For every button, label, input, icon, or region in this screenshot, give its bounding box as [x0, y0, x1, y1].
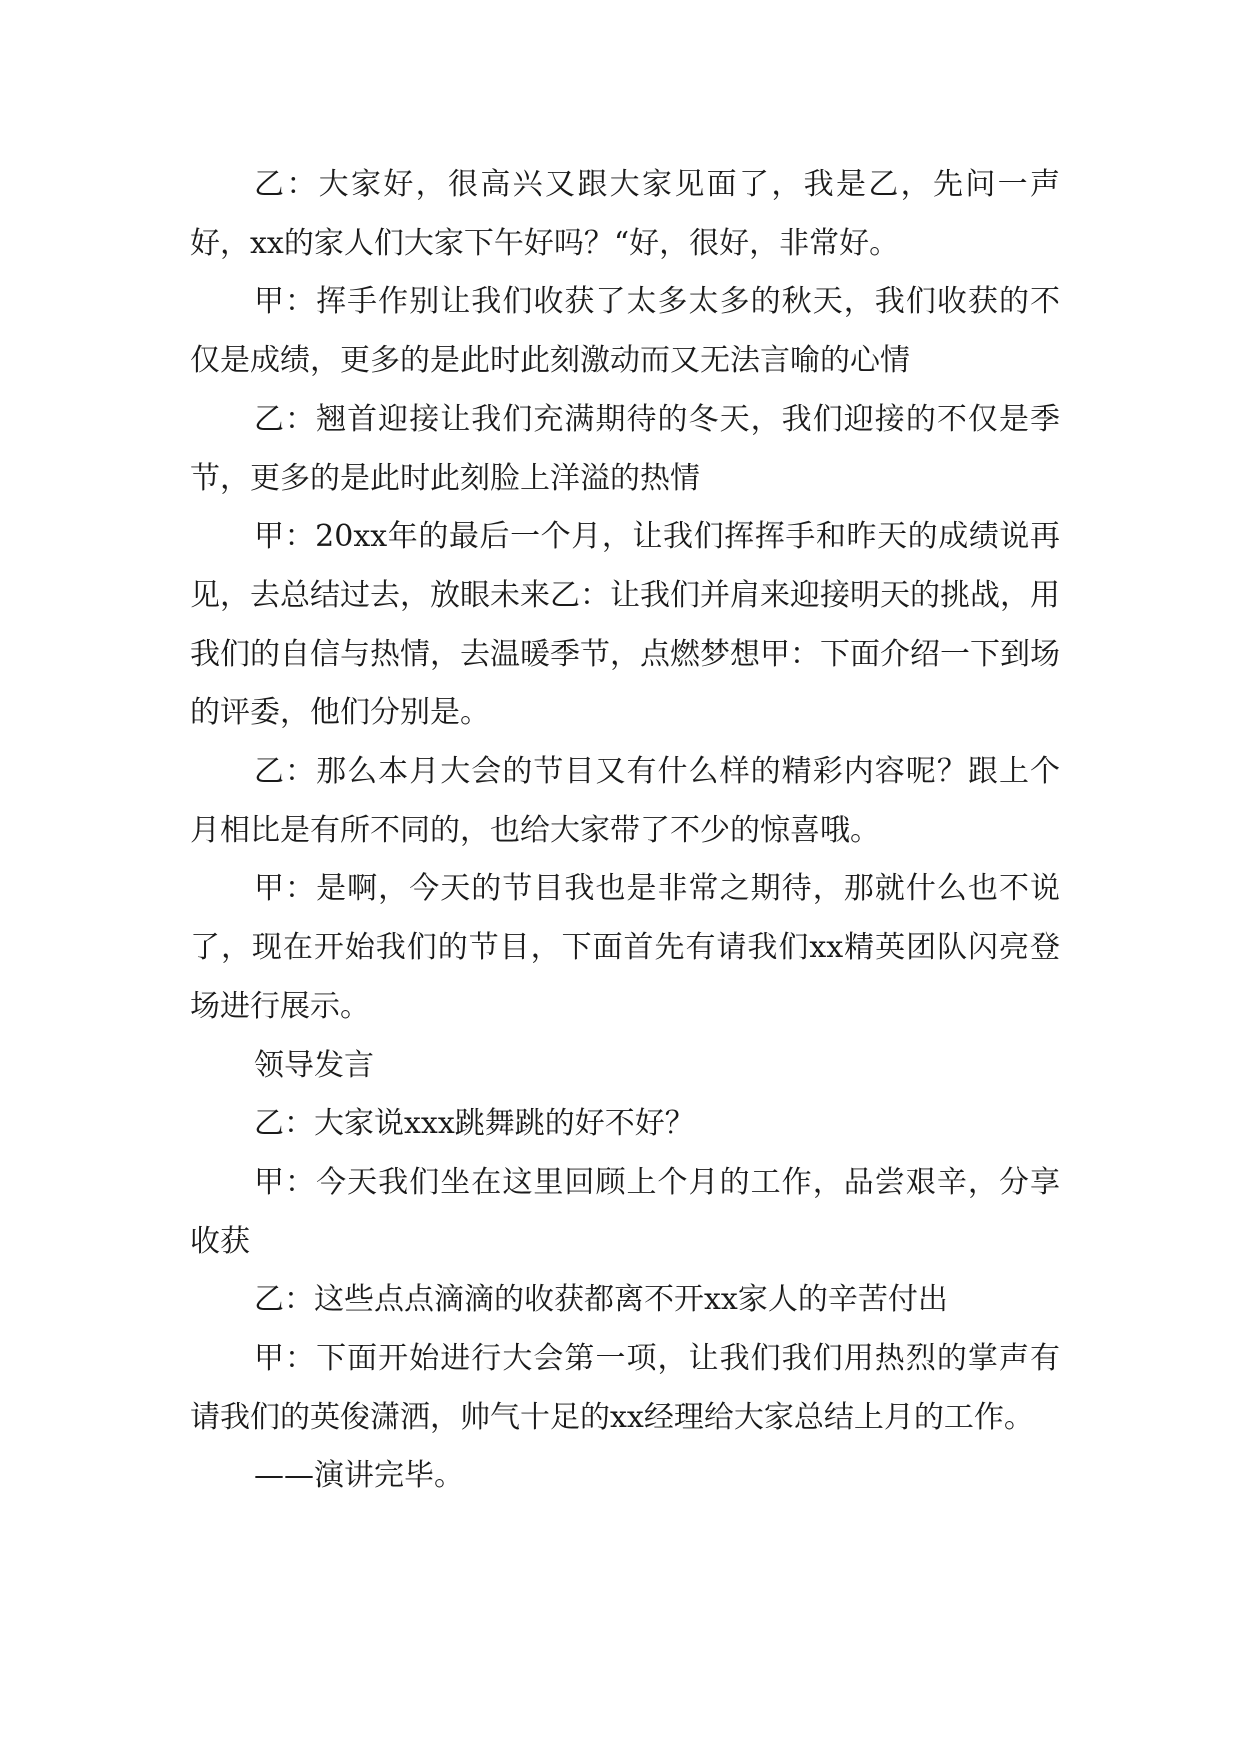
paragraph: 乙：翘首迎接让我们充满期待的冬天，我们迎接的不仅是季节，更多的是此时此刻脸上洋溢的热情: [190, 401, 1060, 496]
paragraph: 甲：20xx年的最后一个月，让我们挥挥手和昨天的成绩说再见，去总结过去，放眼未来乙：让我们并肩来迎接明天的挑战，用我们的自信与热情，去温暖季节，点燃梦想甲：下面介绍一下到场的评委，他们分别是。: [190, 519, 1060, 731]
paragraph: 甲：是啊，今天的节目我也是非常之期待，那就什么也不说了，现在开始我们的节目，下面首先有请我们xx精英团队闪亮登场进行展示。: [190, 871, 1060, 1024]
paragraph: 乙：那么本月大会的节目又有什么样的精彩内容呢？跟上个月相比是有所不同的，也给大家带了不少的惊喜哦。: [190, 754, 1060, 848]
document-body: [190, 156, 1060, 1506]
paragraph-closing: ——演讲完毕。: [254, 1458, 464, 1494]
paragraph: 乙：大家说xxx跳舞跳的好不好？: [254, 1106, 695, 1142]
paragraph: 甲：挥手作别让我们收获了太多太多的秋天，我们收获的不仅是成绩，更多的是此时此刻激动而又无法言喻的心情: [190, 284, 1060, 379]
paragraph: 甲：今天我们坐在这里回顾上个月的工作，品尝艰辛，分享收获: [190, 1164, 1060, 1259]
paragraph: 乙：这些点点滴滴的收获都离不开xx家人的辛苦付出: [254, 1282, 948, 1318]
paragraph: 甲：下面开始进行大会第一项，让我们我们用热烈的掌声有请我们的英俊潇洒，帅气十足的xx经理给大家总结上月的工作。: [190, 1341, 1060, 1435]
paragraph: 乙：大家好，很高兴又跟大家见面了，我是乙，先问一声好，xx的家人们大家下午好吗？“好，很好，非常好。: [190, 167, 1060, 261]
paragraph-heading: 领导发言: [254, 1047, 374, 1083]
